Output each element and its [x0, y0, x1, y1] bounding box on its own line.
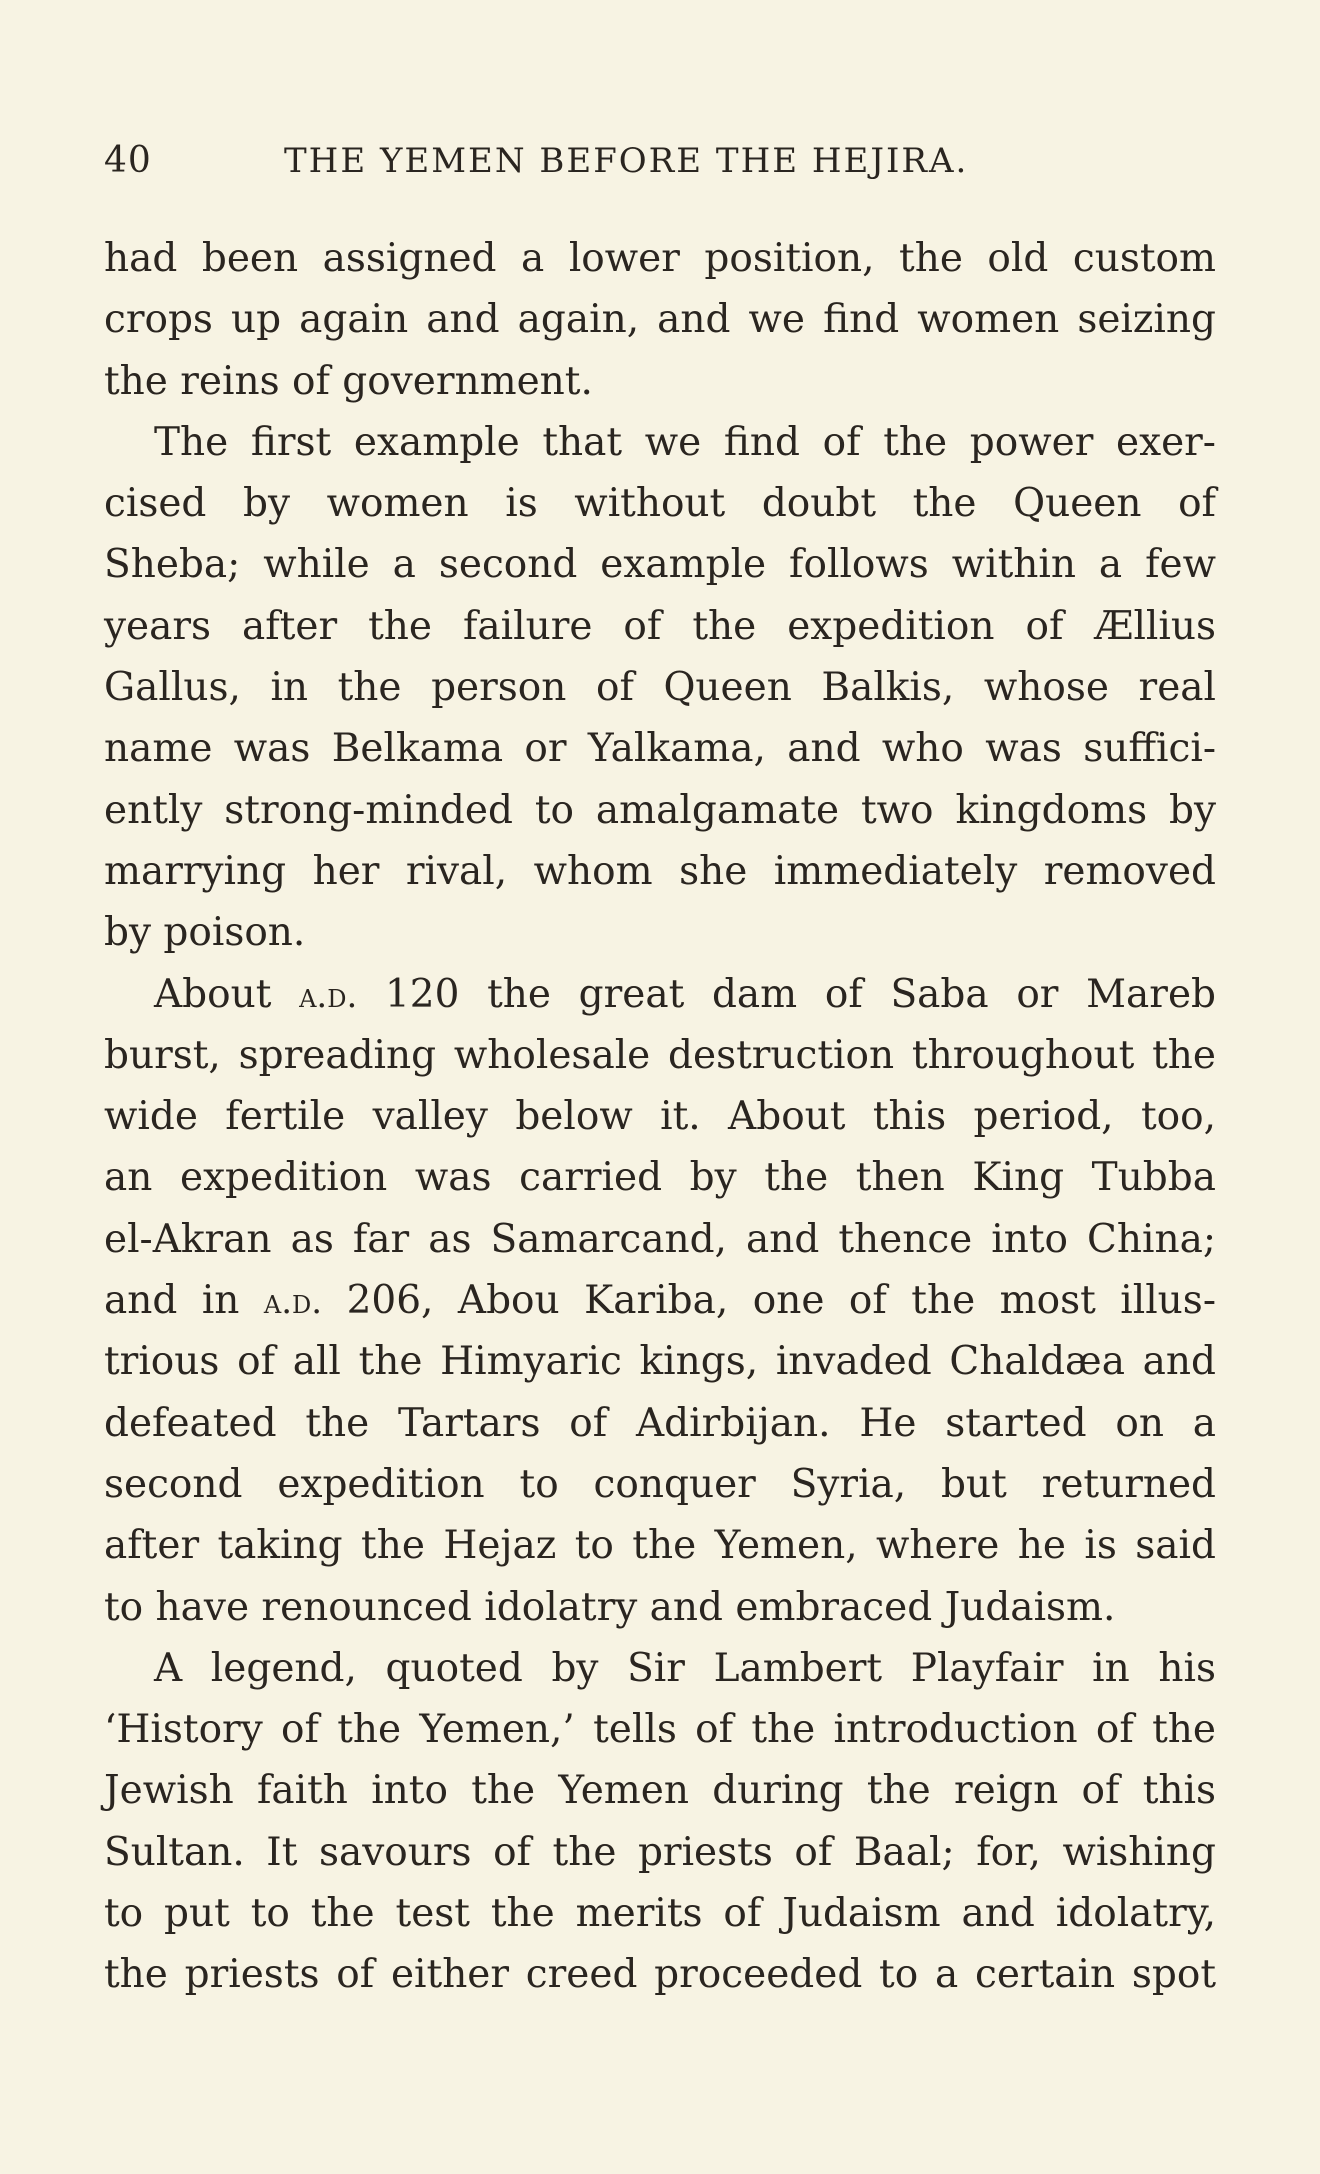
- running-head: [104, 140, 1216, 188]
- page-number: 40: [104, 140, 152, 181]
- text-line: second expedition to conquer Syria, but returned: [104, 1461, 1216, 1507]
- text-line: marrying her rival, whom she immediately removed: [104, 848, 1216, 894]
- text-line: cised by women is without doubt the Queen of: [104, 481, 1216, 527]
- text-line: Sultan. It savours of the priests of Baal; for, wishing: [104, 1829, 1216, 1875]
- running-title: THE YEMEN BEFORE THE HEJIRA.: [284, 141, 969, 181]
- text-line: the priests of either creed proceeded to a certain spot: [104, 1952, 1216, 1998]
- text-line: Sheba; while a second example follows within a few: [104, 542, 1216, 588]
- era-abbreviation: a.d.: [299, 975, 358, 1016]
- text-line: the reins of government.: [104, 358, 593, 404]
- text-line: to put to the test the merits of Judaism and idolatry,: [104, 1891, 1216, 1937]
- text-line: About a.d. 120 the great dam of Saba or Mareb: [154, 971, 1216, 1017]
- text-line: Gallus, in the person of Queen Balkis, whose real: [104, 665, 1216, 711]
- text-line: by poison.: [104, 910, 306, 956]
- text-line: to have renounced idolatry and embraced Judaism.: [104, 1584, 1116, 1630]
- text-line: defeated the Tartars of Adirbijan. He started on a: [104, 1400, 1216, 1446]
- text-line: an expedition was carried by the then King Tubba: [104, 1155, 1216, 1201]
- text-line: ently strong-minded to amalgamate two kingdoms by: [104, 787, 1216, 833]
- text-line: The first example that we find of the power exer-: [154, 419, 1216, 465]
- text-line: Jewish faith into the Yemen during the reign of this: [104, 1768, 1216, 1814]
- era-abbreviation: a.d.: [263, 1282, 323, 1323]
- text-line: had been assigned a lower position, the old custom: [104, 236, 1216, 281]
- text-line: trious of all the Himyaric kings, invaded Chaldæa and: [104, 1339, 1216, 1385]
- text-line: wide fertile valley below it. About this period, too,: [104, 1094, 1216, 1140]
- text-line: crops up again and again, and we find women seizing: [104, 297, 1216, 343]
- text-line: and in a.d. 206, Abou Kariba, one of the most illus-: [104, 1278, 1216, 1324]
- text-line: el-Akran as far as Samarcand, and thence into China;: [104, 1216, 1216, 1262]
- text-line: name was Belkama or Yalkama, and who was suffici-: [104, 726, 1216, 772]
- text-line: years after the failure of the expedition of Ællius: [104, 603, 1216, 649]
- text-line: burst, spreading wholesale destruction throughout the: [104, 1032, 1216, 1078]
- text-line: A legend, quoted by Sir Lambert Playfair in his: [154, 1645, 1216, 1691]
- body-text: [104, 228, 1216, 2006]
- text-line: after taking the Hejaz to the Yemen, where he is said: [104, 1523, 1216, 1569]
- text-line: ‘History of the Yemen,’ tells of the introduction of the: [104, 1707, 1216, 1753]
